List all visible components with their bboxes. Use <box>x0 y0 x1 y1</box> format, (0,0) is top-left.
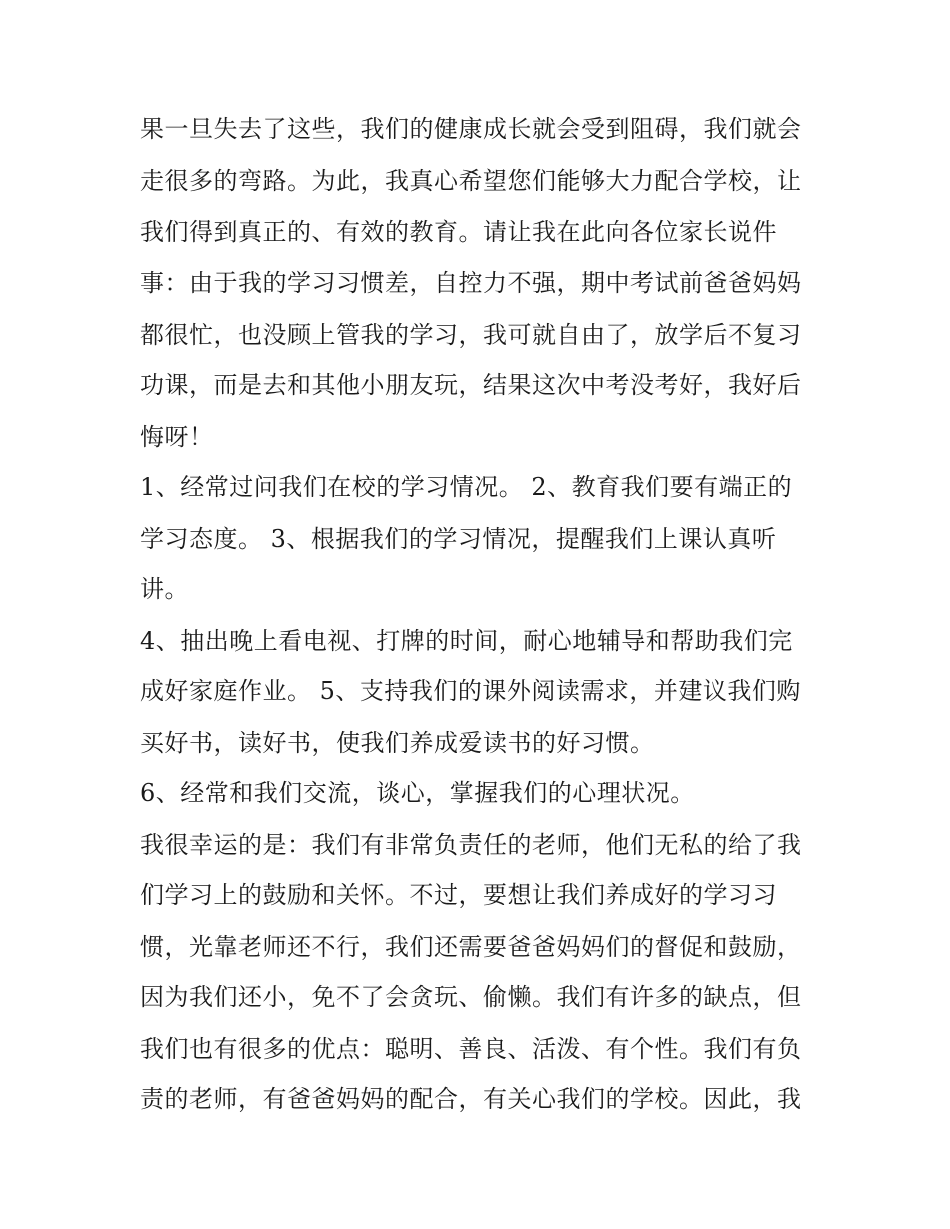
list-item-line: 6、经常和我们交流，谈心，掌握我们的心理状况。 <box>140 779 695 807</box>
text-line: 功课，而是去和其他小朋友玩，结果这次中考没考好，我好后 <box>140 371 802 399</box>
list-item-line: 成好家庭作业。 5、支持我们的课外阅读需求，并建议我们购 <box>140 677 801 705</box>
text-line: 事：由于我的学习习惯差，自控力不强，期中考试前爸爸妈妈 <box>140 269 802 297</box>
text-line: 悔呀！ <box>140 423 214 451</box>
list-item-line: 1、经常过问我们在校的学习情况。 2、教育我们要有端正的 <box>140 473 793 501</box>
list-item-line: 学习态度。 3、根据我们的学习情况，提醒我们上课认真听 <box>140 525 777 553</box>
text-line: 都很忙，也没顾上管我的学习，我可就自由了，放学后不复习 <box>140 321 802 349</box>
text-line: 我们也有很多的优点：聪明、善良、活泼、有个性。我们有负 <box>140 1035 802 1063</box>
list-item-line: 4、抽出晚上看电视、打牌的时间，耐心地辅导和帮助我们完 <box>140 627 793 655</box>
list-item-line: 买好书，读好书，使我们养成爱读书的好习惯。 <box>140 729 655 757</box>
text-line: 因为我们还小，免不了会贪玩、偷懒。我们有许多的缺点，但 <box>140 983 802 1011</box>
text-line: 们学习上的鼓励和关怀。不过，要想让我们养成好的学习习 <box>140 881 777 909</box>
text-line: 果一旦失去了这些，我们的健康成长就会受到阻碍，我们就会 <box>140 115 802 143</box>
text-line: 走很多的弯路。为此，我真心希望您们能够大力配合学校，让 <box>140 167 802 195</box>
text-line: 我很幸运的是：我们有非常负责任的老师，他们无私的给了我 <box>140 831 802 859</box>
text-line: 我们得到真正的、有效的教育。请让我在此向各位家长说件 <box>140 218 777 246</box>
text-line: 惯，光靠老师还不行，我们还需要爸爸妈妈们的督促和鼓励， <box>140 933 802 961</box>
text-line: 责的老师，有爸爸妈妈的配合，有关心我们的学校。因此，我 <box>140 1085 802 1113</box>
list-item-line: 讲。 <box>140 575 189 603</box>
